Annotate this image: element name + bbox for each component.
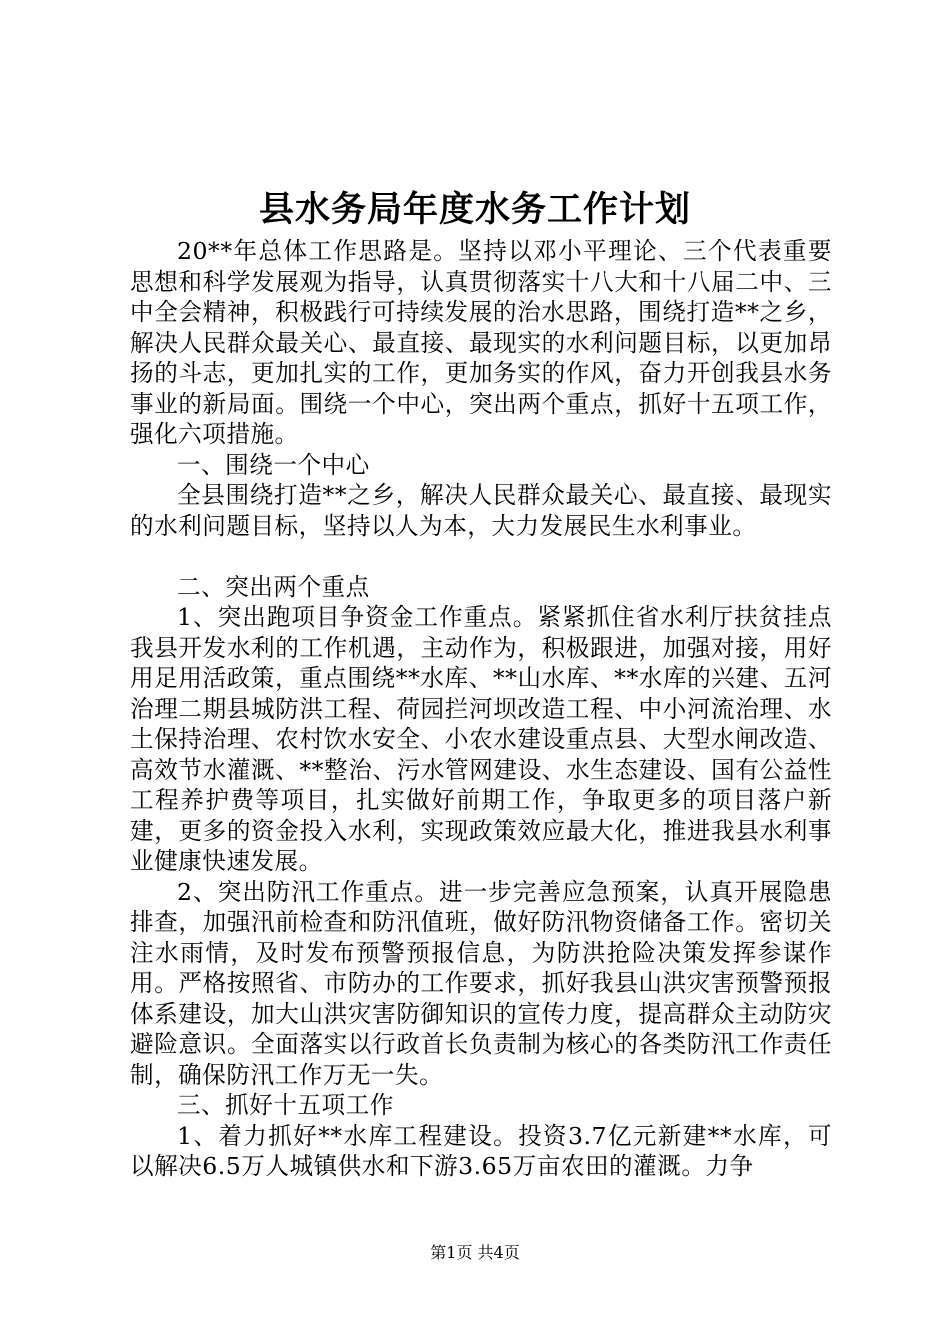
section-heading-3: 三、抓好十五项工作 <box>177 1091 394 1119</box>
document-title: 县水务局年度水务工作计划 <box>258 189 691 230</box>
paragraph-section-2-item-1: 1、突出跑项目争资金工作重点。紧紧抓住省水利厅扶贫挂点我县开发水利的工作机遇，主动作为，积极跟进，加强对接，用好用足用活政策，重点围绕**水库、**山水库、**水库的兴建、五河治理二期县城防洪工程、荷园拦河坝改造工程、中小河流治理、水土保持治理、农村饮水安全、小农水建设重点县、大型水闸改造、高效节水灌溉、**整治、污水管网建设、水生态建设、国有公益性工程养护费等项目，扎实做好前期工作，争取更多的项目落户新建，更多的资金投入水利，实现政策效应最大化，推进我县水利事业健康快速发展。 <box>130 603 832 875</box>
paragraph-section-2-item-2: 2、突出防汛工作重点。进一步完善应急预案，认真开展隐患排查，加强汛前检查和防汛值班，做好防汛物资储备工作。密切关注水雨情，及时发布预警预报信息，为防洪抢险决策发挥参谋作用。严格按照省、市防办的工作要求，抓好我县山洪灾害预警预报体系建设，加大山洪灾害防御知识的宣传力度，提高群众主动防灾避险意识。全面落实以行政首长负责制为核心的各类防汛工作责任制，确保防汛工作万无一失。 <box>130 877 832 1089</box>
section-heading-1: 一、围绕一个中心 <box>177 450 370 479</box>
page-footer: 第1页 共4页 <box>430 1243 520 1262</box>
blank-line <box>130 541 832 572</box>
paragraph-overview: 20**年总体工作思路是。坚持以邓小平理论、三个代表重要思想和科学发展观为指导，认真贯彻落实十八大和十八届二中、三中全会精神，积极践行可持续发展的治水思路，围绕打造**之乡，解决人民群众最关心、最直接、最现实的水利问题目标，以更加昂扬的斗志，更加扎实的工作，更加务实的作风，奋力开创我县水务事业的新局面。围绕一个中心，突出两个重点，抓好十五项工作，强化六项措施。 <box>130 237 832 448</box>
document-body <box>130 236 832 1182</box>
paragraph-section-3-item-1: 1、着力抓好**水库工程建设。投资3.7亿元新建**水库，可以解决6.5万人城镇供水和下游3.65万亩农田的灌溉。力争 <box>130 1121 832 1180</box>
section-heading-2: 二、突出两个重点 <box>177 572 370 601</box>
paragraph-section-1: 全县围绕打造**之乡，解决人民群众最关心、最直接、最现实的水利问题目标，坚持以人为本，大力发展民生水利事业。 <box>130 481 832 540</box>
